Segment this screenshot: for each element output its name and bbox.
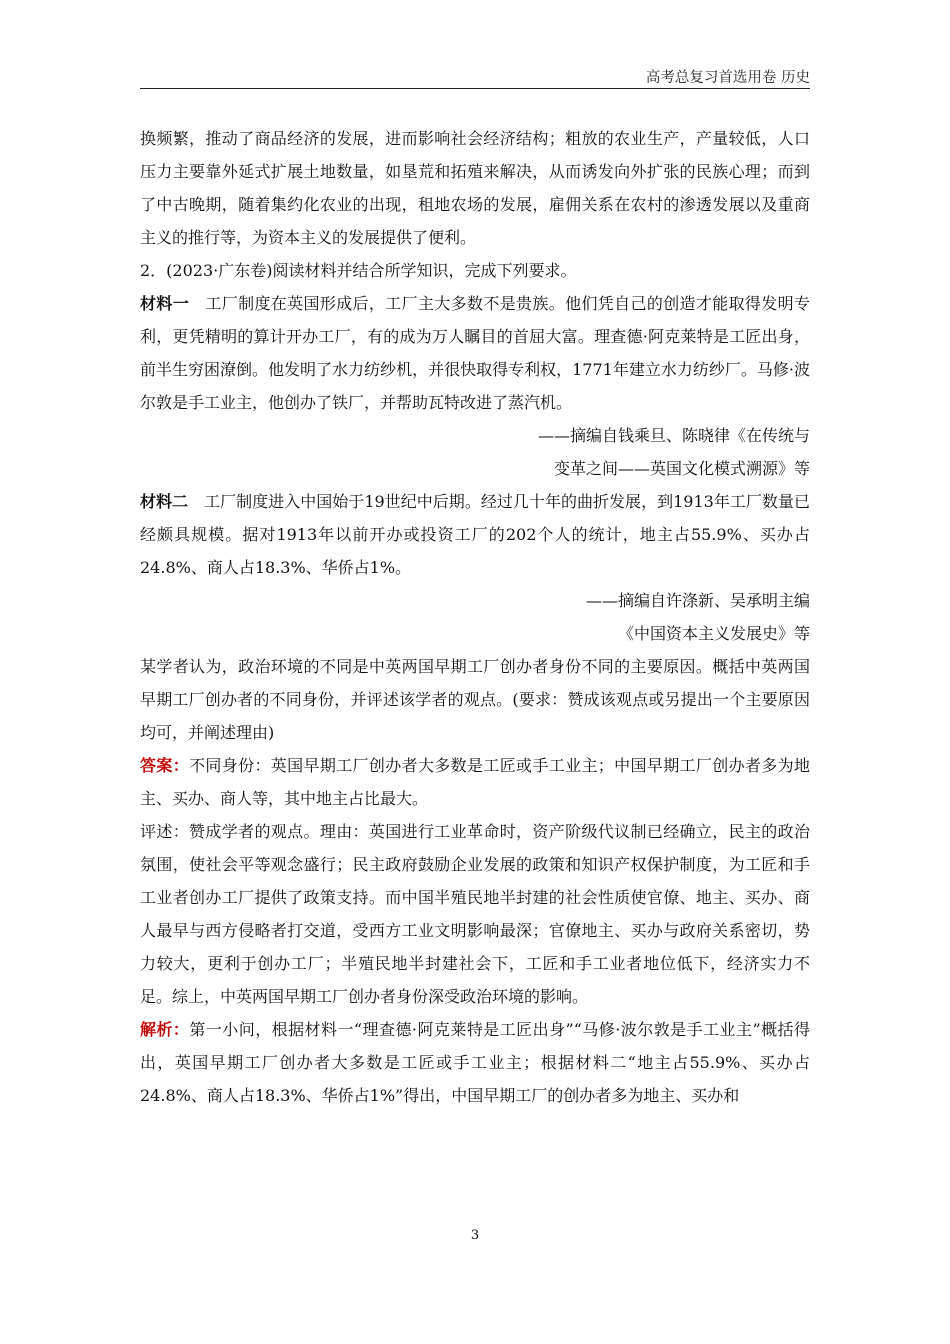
material-2-source-line-1: ——摘编自许涤新、吴承明主编 [585,591,810,610]
material-2-label: 材料二 [140,492,189,511]
question-text: 某学者认为，政治环境的不同是中英两国早期工厂创办者身份不同的主要原因。概括中英两国早期工厂创办者的不同身份，并评述该学者的观点。(要求：赞成该观点或另提出一个主要原因均可，并阐述理由) [140,657,810,742]
header-rule [140,88,810,89]
page-number: 3 [470,1228,480,1243]
material-1-label: 材料一 [140,294,190,313]
analysis [140,1013,810,1112]
material-2-source-line-2: 《中国资本主义发展史》等 [617,624,810,643]
answer-text: 不同身份：英国早期工厂创办者大多数是工匠或手工业主；中国早期工厂创办者多为地主、买办、商人等，其中地主占比最大。 [140,756,810,808]
page-header: 高考总复习首选用卷 历史 [645,70,810,86]
answer-comment: 评述：赞成学者的观点。理由：英国进行工业革命时，资产阶级代议制已经确立，民主的政治氛围，使社会平等观念盛行；民主政府鼓励企业发展的政策和知识产权保护制度，为工匠和手工业者创办工厂提供了政策支持。而中国半殖民地半封建的社会性质使官僚、地主、买办、商人最早与西方侵略者打交道，受西方工业文明影响最深；官僚地主、买办与政府关系密切，势力较大，更利于创办工厂；半殖民地半封建社会下，工匠和手工业者地位低下，经济实力不足。综上，中英两国早期工厂创办者身份深受政治环境的影响。 [140,822,810,1006]
answer [140,749,810,815]
material-1-source-line-2: 变革之间——英国文化模式溯源》等 [553,459,810,478]
material-1-source-line-1: ——摘编自钱乘旦、陈晓律《在传统与 [537,426,810,445]
material-2 [140,485,810,584]
material-2-text: 工厂制度进入中国始于19世纪中后期。经过几十年的曲折发展，到1913年工厂数量已经颇具规模。据对1913年以前开办或投资工厂的202个人的统计，地主占55.9%、买办占24.8%、商人占18.3%、华侨占1%。 [140,492,810,577]
analysis-label: 解析： [140,1020,190,1039]
material-1 [140,287,810,419]
question-2-intro: 2．(2023·广东卷)阅读材料并结合所学知识，完成下列要求。 [140,261,577,280]
page-content [140,122,810,1112]
analysis-text: 第一小问，根据材料一“理查德·阿克莱特是工匠出身”“马修·波尔敦是手工业主”概括得出，英国早期工厂创办者大多数是工匠或手工业主；根据材料二“地主占55.9%、买办占24.8%、商人占18.3%、华侨占1%”得出，中国早期工厂的创办者多为地主、买办和 [140,1020,810,1105]
previous-answer-paragraph: 换频繁，推动了商品经济的发展，进而影响社会经济结构；粗放的农业生产，产量较低，人口压力主要靠外延式扩展土地数量，如垦荒和拓殖来解决，从而诱发向外扩张的民族心理；而到了中古晚期，随着集约化农业的出现，租地农场的发展，雇佣关系在农村的渗透发展以及重商主义的推行等，为资本主义的发展提供了便利。 [140,129,810,247]
answer-label: 答案： [140,756,190,775]
material-1-text: 工厂制度在英国形成后，工厂主大多数不是贵族。他们凭自己的创造才能取得发明专利，更凭精明的算计开办工厂，有的成为万人瞩目的首屈大富。理查德·阿克莱特是工匠出身，前半生穷困潦倒。他发明了水力纺纱机，并很快取得专利权，1771年建立水力纺纱厂。马修·波尔敦是手工业主，他创办了铁厂，并帮助瓦特改进了蒸汽机。 [140,294,810,412]
